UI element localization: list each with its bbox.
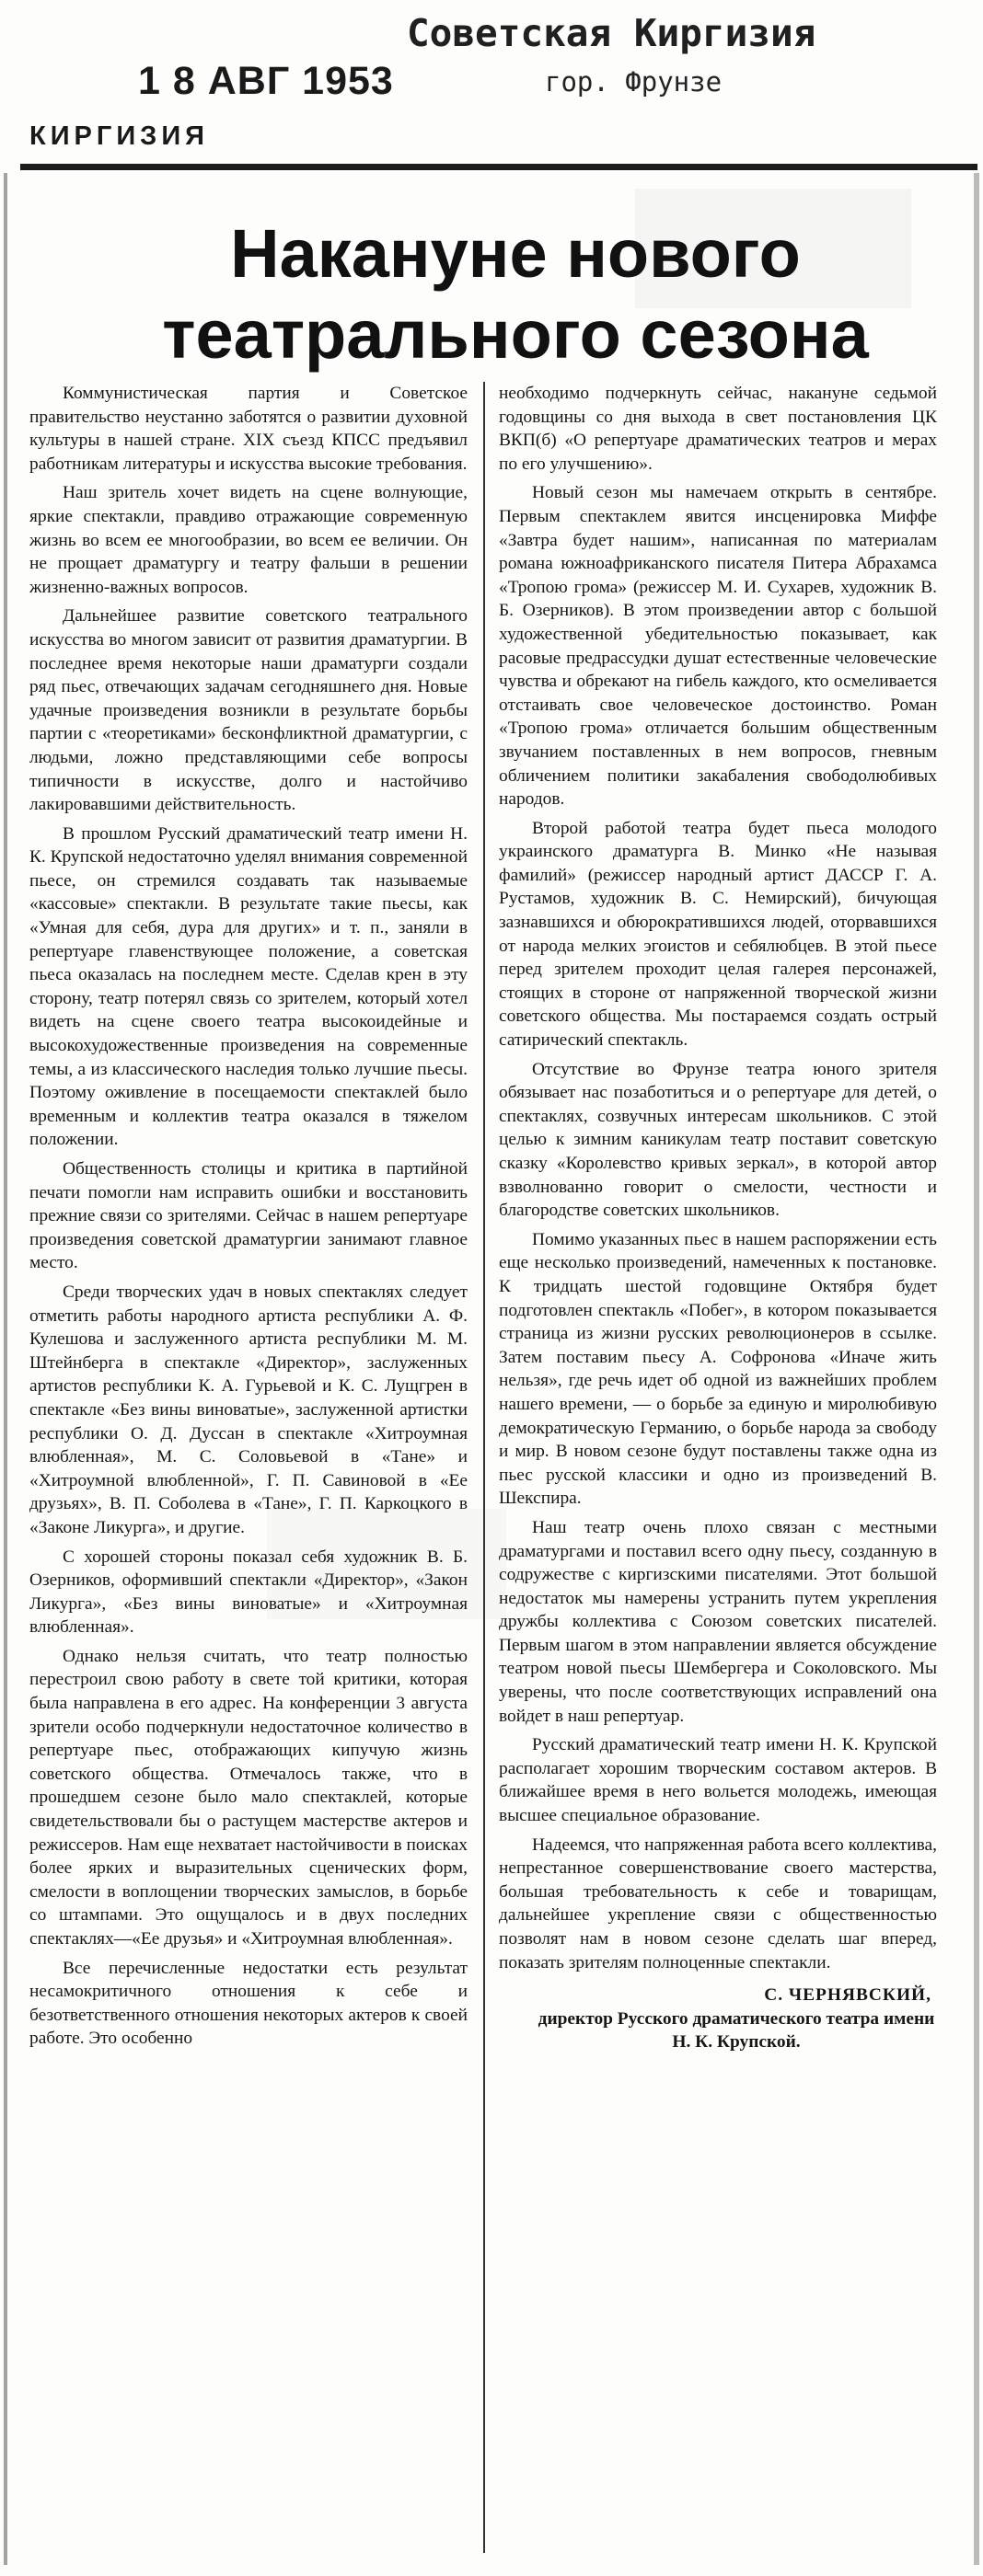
paragraph: Коммунистическая партия и Советское правительство неустанно заботятся о развитии духовной культуры в нашей стране. XIX съезд КПСС предъявил работникам литературы и искусства высокие требования. bbox=[29, 384, 468, 474]
column-divider bbox=[483, 382, 485, 2553]
paragraph: Наш зритель хочет видеть на сцене волнующие, яркие спектакли, правдиво отражающие современную жизнь во всем ее многообразии, во всем ее величии. Он не прощает драматургу и театру фальши в решении жизненно-важных вопросов. bbox=[29, 483, 468, 597]
article-title bbox=[110, 213, 920, 375]
signature bbox=[499, 1984, 937, 2054]
title-line-1: Накануне нового bbox=[230, 215, 801, 292]
author-name: С. ЧЕРНЯВСКИЙ, bbox=[764, 1985, 931, 2006]
page-right-edge bbox=[974, 173, 979, 2565]
paragraph: Второй работой театра будет пьеса молодого украинского драматурга В. Минко «Не называя фамилий» (режиссер народный артист ДАССР Г. А. Рустамов, художник В. С. Немирский), бичующая зазнавшихся и обюрократившихся людей, оторвавшихся от народа мелких эгоистов и себялюбцев. В этой пьесе перед зрителем проходит целая галерея персонажей, стоящих в стороне от напряженной творческой жизни советского общества. Мы постараемся создать острый сатирический спектакль. bbox=[499, 818, 937, 1051]
paragraph: Русский драматический театр имени Н. К. Крупской располагает хорошим творческим составом актеров. В ближайшее время в него вольется молодежь, имеющая высшее специальное образование. bbox=[499, 1735, 937, 1826]
paragraph: С хорошей стороны показал себя художник В. Б. Озерников, оформивший спектакли «Директор», «Закон Ликурга», «Без вины виноватые» и «Хитроумная влюбленная». bbox=[29, 1547, 468, 1638]
author-role: директор Русского драматического театра имени Н. К. Крупской. bbox=[538, 2008, 935, 2053]
paragraph: Однако нельзя считать, что театр полностью перестроил свою работу в свете той критики, которая была направлена в его адрес. На конференции 3 августа зрители особо подчеркнули недостаточное количество в репертуаре пьес, отображающих кипучую жизнь советского общества. Отмечалось также, что в прошедшем сезоне было мало спектаклей, которые свидетельствовали бы о растущем мастерстве актеров и режиссеров. Нам еще нехватает настойчивости в поисках более ярких и выразительных сценических форм, смелости в воплощении творческих замыслов, в борьбе со штампами. Это ощущалось и в двух последних спектаклях—«Ее друзья» и «Хитроумная влюбленная». bbox=[29, 1646, 468, 1949]
right-column bbox=[499, 382, 937, 2054]
newspaper-name-stamp: Советская Киргизия bbox=[407, 11, 816, 55]
city-stamp: гор. Фрунзе bbox=[545, 66, 723, 98]
paragraph: Помимо указанных пьес в нашем распоряжении есть еще несколько произведений, намеченных к постановке. К тридцать шестой годовщине Октября будет подготовлен спектакль «Побег», в котором показывается страница из жизни русских революционеров в ссылке. Затем поставим пьесу А. Софронова «Иначе жить нельзя», где речь идет об одной из важнейших проблем нашего времени, — о борьбе за единую и миролюбивую демократическую Германию, о борьбе народа за свободу и мир. В новом сезоне будут поставлены также одна из пьес русской классики и одно из произведений В. Шекспира. bbox=[499, 1229, 937, 1509]
left-column bbox=[29, 382, 468, 2056]
paragraph: Дальнейшее развитие советского театрального искусства во многом зависит от развития драматургии. В последнее время некоторые наши драматурги создали ряд пьес, отвечающих задачам сегодняшнего дня. Новые удачные произведения возникли в результате борьбы партии с «теоретиками» бесконфликтной драматургии, с людьми, ложно представляющими себе вопросы типичности в искусстве, долго и настойчиво лакировавшими действительность. bbox=[29, 606, 468, 815]
region-label: КИРГИЗИЯ bbox=[29, 121, 210, 151]
paragraph: необходимо подчеркнуть сейчас, накануне седьмой годовщины со дня выхода в свет постановления ЦК ВКП(б) «О репертуаре драматических театров и мерах по его улучшению». bbox=[499, 384, 937, 474]
page-left-edge bbox=[4, 173, 7, 2565]
paragraph: Общественность столицы и критика в партийной печати помогли нам исправить ошибки и восстановить прежние связи со зрителями. Сейчас в нашем репертуаре произведения советской драматургии занимают главное место. bbox=[29, 1159, 468, 1273]
title-line-2: театрального сезона bbox=[162, 296, 869, 373]
header-rule bbox=[20, 164, 977, 170]
paragraph: Надеемся, что напряженная работа всего коллектива, непрестанное совершенствование своего мастерства, большая требовательность к себе и товарищам, дальнейшее укрепление связи с общественностью позволят нам в новом сезоне сделать шаг вперед, показать зрителям полноценные спектакли. bbox=[499, 1834, 937, 1972]
paragraph: Отсутствие во Фрунзе театра юного зрителя обязывает нас позаботиться и о репертуаре для детей, о спектаклях, созвучных интересам школьников. С этой целью к зимним каникулам театр поставит советскую сказку «Королевство кривых зеркал», в которой автор взволнованно говорит о смелости, честности и благородстве советских школьников. bbox=[499, 1059, 937, 1221]
paragraph: В прошлом Русский драматический театр имени Н. К. Крупской недостаточно уделял внимания современной пьесе, он стремился создавать так называемые «кассовые» спектакли. В результате такие пьесы, как «Умная для себя, дура для других» и т. п., заняли в репертуаре главенствующее положение, а советская пьеса оказалась на последнем месте. Сделав крен в эту сторону, театр потерял связь со зрителем, который хотел видеть на сцене своего театра высокоидейные и высокохудожественные произведения на современные темы, а из классического наследия только лучшие пьесы. Поэтому оживление в посещаемости спектаклей было временным и коллектив театра оказался в тяжелом положении. bbox=[29, 823, 468, 1150]
paragraph: Среди творческих удач в новых спектаклях следует отметить работы народного артиста республики А. Ф. Кулешова и заслуженного артиста республики М. М. Штейнберга в спектакле «Директор», заслуженных артистов республики К. А. Гурьевой и К. С. Лущгрен в спектакле «Без вины виноватые», заслуженной артистки республики О. Д. Дуссан в спектакле «Хитроумная влюбленная», М. С. Соловьевой в «Тане» и «Хитроумной влюбленной», Г. П. Савиновой в «Ее друзьях», В. П. Соболева в «Тане», Г. П. Каркоцкого в «Законе Ликурга», и другие. bbox=[29, 1282, 468, 1537]
paragraph: Новый сезон мы намечаем открыть в сентябре. Первым спектаклем явится инсценировка Миффе «Завтра будет нашим», написанная по материалам романа южноафриканского писателя Питера Абрахамса «Тропою грома» (режиссер М. И. Сухарев, художник В. Б. Озерников). В этом произведении автор с большой художественной убедительностью показывает, как расовые предрассудки душат естественные человеческие чувства и обрекают на гибель каждого, кто осмеливается отстаивать свое человеческое достоинство. Роман «Тропою грома» отличается большим общественным звучанием поставленных в нем вопросов, гневным обличением политики закабаления свободолюбивых народов. bbox=[499, 483, 937, 810]
paragraph: Наш театр очень плохо связан с местными драматургами и поставил всего одну пьесу, созданную в содружестве с киргизскими писателями. Этот большой недостаток мы намерены устранить путем укрепления дружбы коллектива с Союзом советских писателей. Первым шагом в этом направлении является обсуждение театром новой пьесы Шембергера и Соколовского. Мы уверены, что после соответствующих исправлений она войдет в наш репертуар. bbox=[499, 1517, 937, 1726]
paragraph: Все перечисленные недостатки есть результат несамокритичного отношения к себе и безответственного отношения некоторых актеров к своей работе. Это особенно bbox=[29, 1958, 468, 2049]
stamp-date: 1 8 АВГ 1953 bbox=[138, 59, 394, 103]
